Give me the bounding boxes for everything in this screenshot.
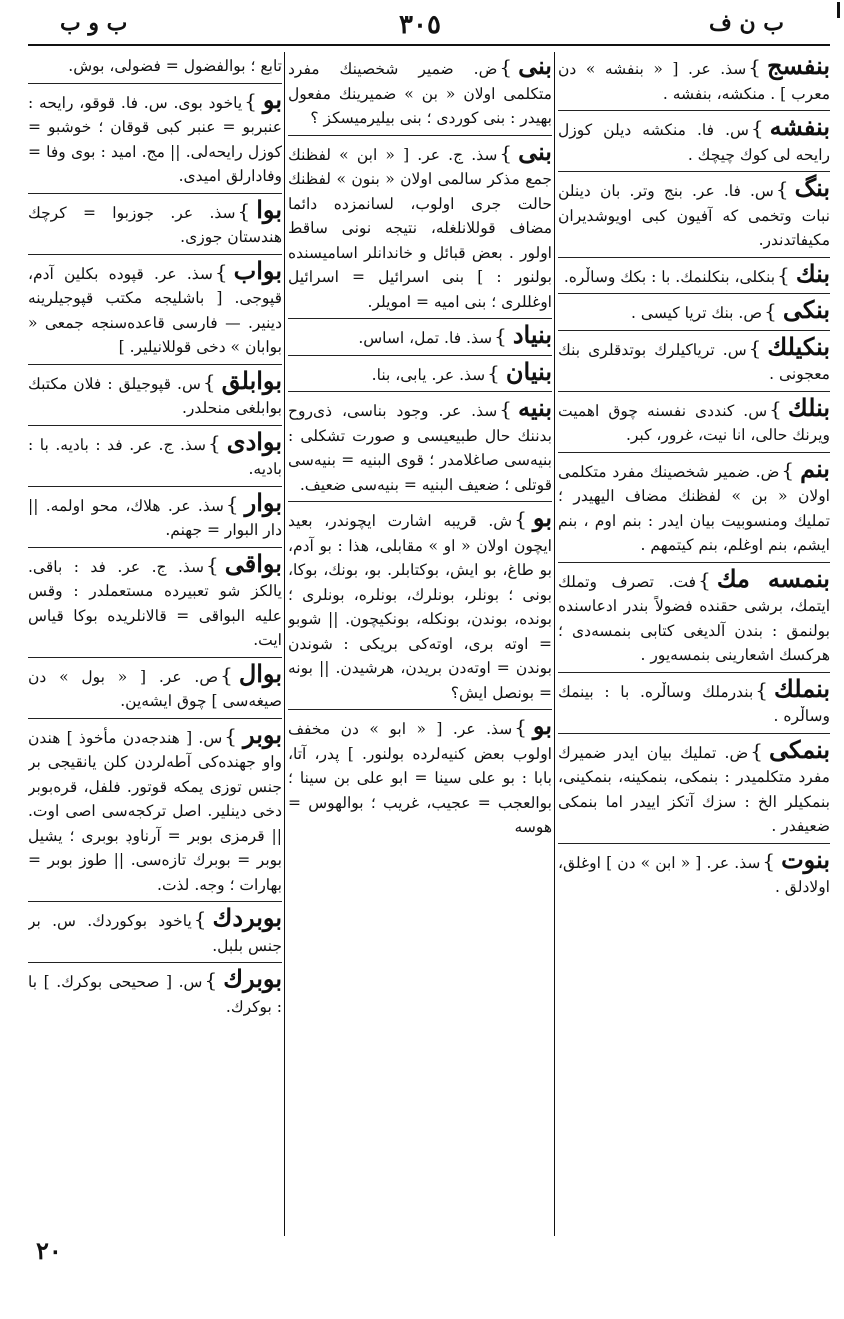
dictionary-entry: [288, 393, 552, 497]
entry-headword: بوبرك: [223, 964, 282, 993]
entry-headword: بنفشه: [769, 112, 830, 141]
dictionary-entry: [288, 503, 552, 705]
dictionary-entry: [288, 136, 552, 315]
dictionary-entry: [288, 711, 552, 840]
entry-definition: سذ. ج. عر. فد : باقى. يالكز شو تعبيرده مستعملدر : وقس عليه البواقى = قالانلريده بوكا قياس ايت.: [28, 557, 282, 649]
entry-headword: بواقى: [224, 548, 282, 578]
entry-separator: [558, 257, 830, 258]
entry-headword: بنك: [795, 258, 830, 288]
dictionary-entry: [28, 426, 282, 482]
entry-separator: [28, 657, 282, 658]
brace-mark: }: [202, 369, 216, 394]
entry-headword: بنفسج: [767, 54, 830, 80]
entry-headword: بو: [532, 711, 552, 740]
entry-separator: [28, 83, 282, 84]
entry-headword: بوا: [256, 194, 282, 224]
brace-mark: }: [214, 259, 228, 284]
signature-number: ٢٠: [36, 1236, 62, 1265]
entry-headword: بنيه: [517, 393, 552, 422]
header-left-letters: ب و ب: [60, 10, 128, 36]
dictionary-entry: [558, 673, 830, 729]
entry-definition: ص. بنك تريا كيسى .: [631, 304, 763, 322]
dictionary-entry: [28, 255, 282, 360]
entry-definition: س. فا. عر. بنج وتر. بان دينلن نبات وتخمى كه آفيون كبى اويوشديران مكيفاتدندر.: [558, 182, 830, 249]
brace-mark: }: [775, 177, 789, 201]
entry-definition: سذ. عر. يابى، بنا.: [371, 365, 486, 384]
dictionary-entry: [28, 964, 282, 1019]
entry-separator: [28, 425, 282, 426]
brace-mark: }: [748, 335, 762, 360]
column-divider: [284, 52, 285, 1236]
entry-definition: س. كنددى نفسنه چوق اهميت ويرنك حالى، انا نيت، غرور، كبر.: [558, 401, 830, 444]
entry-separator: [288, 501, 552, 502]
entry-definition: س. فا. منكشه ديلن كوزل رايحه لى كوك چيچك .: [558, 121, 830, 164]
brace-mark: }: [208, 430, 221, 455]
brace-mark: }: [487, 360, 500, 385]
entry-definition: س. [ هندجه‌دن مأخوذ ] هندن واو جهنده‌كى آطه‌لردن كلن يانقيجى بر جنس توزى يمكه قوتور. فلفل، قره‌بوبر دخى دينلير. اصل تركجه‌سى اصى اوت. || قرمزى بوبر = آرناوڊ بوبرى ؛ يشيل بوبر = بوبرك تازه‌سى. || طوز بوبر = بهارات ؛ وجه. لذت.: [28, 728, 282, 894]
entry-separator: [558, 733, 830, 734]
entry-definition: ض. ضمير شخصينك مفرد متكلمى اولان « بن » ضميرينك مفعول بهيدر : بنى كوردى ؛ بنى بيليرميسكز ؟: [288, 60, 552, 127]
entry-separator: [28, 547, 282, 548]
brace-mark: }: [748, 55, 762, 79]
entry-separator: [28, 193, 282, 194]
entry-definition: س. [ صحيحى بوكرك. ] با : بوكرك.: [28, 973, 282, 1016]
entry-headword: بنمكى: [768, 734, 830, 764]
page-header: [0, 6, 844, 42]
brace-mark: }: [499, 397, 512, 421]
dictionary-entry: [558, 331, 830, 387]
brace-mark: }: [514, 715, 527, 739]
dictionary-entry: [558, 295, 830, 326]
entry-definition: فت. تصرف وتملك ايتمك، برشى حقنده فضولاً بندر ادعاسنده بولنمق : بندن آلديغى كتابى بنمسه‌دى ؛ هركسك اشعارينى بنمسه‌يور .: [558, 572, 830, 664]
dictionary-entry: [28, 903, 282, 958]
entry-headword: بوبر: [243, 719, 282, 749]
brace-mark: }: [698, 567, 711, 592]
dictionary-entry: [28, 658, 282, 714]
entry-separator: [558, 562, 830, 563]
entry-separator: [28, 718, 282, 719]
column-divider: [554, 52, 555, 1236]
brace-mark: }: [750, 116, 764, 140]
header-right-letters: ب ن ف: [709, 10, 784, 36]
header-rule: [28, 44, 830, 46]
dictionary-entry: [558, 54, 830, 106]
brace-mark: }: [781, 457, 795, 482]
brace-mark: }: [225, 491, 239, 516]
entry-definition: ض. ضمير شخصينك مفرد متكلمى اولان « بن » لفظنك مضاف اليهيدر ؛ تمليك ومنسوبيت بيان ايدر : بنم اوم ، بنم ايشم، بنم اوغلم، بنم كيتمهم .: [558, 462, 830, 554]
entry-separator: [558, 171, 830, 172]
entry-separator: [558, 452, 830, 453]
entry-separator: [28, 254, 282, 255]
entry-separator: [558, 110, 830, 111]
entry-definition: بندرملك وساڵره. با : بينمك وساڵره .: [558, 682, 830, 725]
entry-headword: بنمسه مك: [716, 563, 830, 593]
entry-headword: بوادى: [226, 426, 282, 456]
brace-mark: }: [762, 848, 776, 873]
entry-separator: [558, 672, 830, 673]
dictionary-entry: [28, 365, 282, 421]
entry-headword: بوبردك: [212, 903, 282, 932]
entry-headword: بنيان: [505, 356, 552, 386]
entry-definition: سذ. عر. [ « ابن » دن ] اوغلق، اولادلق .: [558, 853, 830, 896]
entry-definition: سذ. فا. تمل، اساس.: [358, 329, 493, 347]
entry-separator: [28, 901, 282, 902]
entry-headword: بوار: [244, 487, 282, 517]
entry-definition: بنكلى، بنكلنمك. با : بكك وساڵره.: [563, 267, 776, 286]
entry-definition: س. ترياكيلرك بوتدقلرى بنك معجونى .: [558, 340, 830, 383]
entry-headword: بنلك: [787, 392, 830, 422]
dictionary-entry: [28, 54, 282, 79]
entry-headword: بنم: [800, 453, 830, 483]
entry-headword: بنكى: [782, 295, 830, 324]
entry-definition: سذ. عر. وجود بناسى، ذى‌روح بدننك حال طبيعيسى و صورت تشكلى : بنيه‌سى صاغلامدر ؛ قوى البنيه = بنيه‌سى قوتلى ؛ ضعيف البنيه = بنيه‌سى ضعيف.: [288, 402, 552, 494]
dictionary-entry: [558, 563, 830, 668]
entry-headword: بنملك: [774, 673, 830, 703]
dictionary-entry: [28, 719, 282, 898]
brace-mark: }: [494, 324, 507, 348]
dictionary-entry: [558, 453, 830, 558]
dictionary-entry: [558, 173, 830, 253]
entry-definition: ص. عر. [ « بول » دن صيغه‌سى ] چوق ايشه‌ين.: [28, 667, 282, 710]
brace-mark: }: [499, 55, 513, 79]
brace-mark: }: [777, 262, 790, 287]
entry-headword: بو: [532, 503, 552, 532]
dictionary-entry: [28, 487, 282, 543]
brace-mark: }: [769, 396, 782, 421]
dictionary-entry: [558, 844, 830, 900]
entry-definition: ش. قريبه اشارت ايچوندر، بعيد ايچون اولان « او » مقابلى، هذا : بو آدم، بو طاغ، بو ايش، بوكتابلر. بو، بونك، بوكا، بونى ؛ بونلر، بونلرك، بونلره، بونلرى ؛ بونده، بوندن، بونكله، بونكيچون. || شوبو = اوته برى، اوته‌كى بريكى : شوندن بوندن = اوته‌دن بريدن، هرشيدن. || بونه = بونصل ايش؟: [288, 512, 552, 702]
entry-definition: سذ. عر. قپوده بكلين آدم، قپوجى. [ باشليجه مكتب قپوجيلرينه دينير. — فارسى قاعده‌سنجه جمعى « بوابان » دخى قوللانيلير. ]: [28, 264, 282, 356]
dictionary-entry: [288, 54, 552, 131]
dictionary-entry: [558, 392, 830, 448]
page-number: ٣٠٥: [399, 10, 441, 40]
entry-definition: سذ. عر. هلاك، محو اولمه. || دار البوار = جهنم.: [28, 496, 282, 539]
entry-definition: سذ. ج. عر. فد : باديه. با : باديه.: [28, 435, 282, 478]
dictionary-entry: [558, 734, 830, 839]
brace-mark: }: [499, 140, 513, 165]
entry-definition: تابع ؛ بوالفضول = فضولى، بوش.: [68, 57, 282, 75]
entry-headword: بوابلق: [221, 365, 282, 395]
brace-mark: }: [206, 552, 219, 577]
entry-definition: سذ. عر. [ « ابو » دن مخفف اولوب بعض كنيه‌لرده بولنور. ] پدر، آتا، بابا : بو على سينا = ابو على بن سينا ؛ بوالعجب = عجيب، غريب ؛ بوالهوس = هوسه: [288, 720, 552, 836]
entry-separator: [288, 355, 552, 356]
entry-headword: بواب: [233, 255, 282, 285]
entry-definition: ياخود بوى. س. فا. قوقو، رايحه : عنبربو = عنبر كبى قوقان ؛ خوشبو = كوزل رايحه‌لى. || مج. اميد : بوى وفا = وفادارلق اميدى.: [28, 93, 282, 185]
entry-separator: [288, 318, 552, 319]
column-middle: [288, 54, 552, 1234]
entry-separator: [28, 962, 282, 963]
entry-separator: [28, 364, 282, 365]
entry-separator: [558, 843, 830, 844]
dictionary-entry: [28, 548, 282, 653]
brace-mark: }: [224, 723, 237, 748]
entry-separator: [28, 486, 282, 487]
entry-headword: بنوت: [781, 844, 830, 874]
brace-mark: }: [193, 907, 207, 931]
dictionary-entry: [558, 258, 830, 290]
entry-separator: [288, 135, 552, 136]
entry-separator: [558, 330, 830, 331]
entry-definition: سذ. عر. [ « بنفشه » دن معرب ] . منكشه، بنفشه .: [558, 60, 830, 103]
entry-headword: بنكيلك: [767, 331, 830, 361]
brace-mark: }: [764, 299, 777, 323]
entry-definition: سذ. عر. جوزبوا = كرچك هندستان جوزى.: [28, 203, 282, 246]
entry-separator: [558, 293, 830, 294]
entry-separator: [288, 391, 552, 392]
entry-headword: بوال: [238, 658, 282, 688]
entry-headword: بو: [262, 84, 282, 114]
brace-mark: }: [755, 677, 769, 702]
entry-definition: ياخود بوكوردك. س. بر جنس بلبل.: [28, 912, 282, 955]
brace-mark: }: [750, 738, 763, 763]
entry-separator: [558, 391, 830, 392]
entry-separator: [288, 709, 552, 710]
entry-definition: سذ. ج. عر. [ « ابن » لفظنك جمع مذكر سالمى اولان « بنون » لفظنك حالت جرى اولوب، لسانمزده دائما مضاف قوللانلغله، نتيجه نونى ساقط اولور . بعض قبائل و خاندانلر اساميسنده بولنور : ] بنى اسرائيل = اسرائيل اوغللرى ؛ بنى اميه = امويلر.: [288, 145, 552, 311]
dictionary-entry: [288, 320, 552, 351]
entry-headword: بنى: [518, 136, 552, 166]
entry-definition: س. قپوجيلق : فلان مكتبك بوابلغى منحلدر.: [28, 374, 282, 417]
column-left: [28, 54, 282, 1234]
entry-headword: بنى: [518, 54, 552, 80]
entry-definition: ض. تمليك بيان ايدر ضميرك مفرد متكلميدر : بنمكى، بنمكينه، بنمكينى، بنمكيلر الخ : سزك آتكز اييدر اما بنمكى ضعيفدر .: [558, 743, 830, 835]
brace-mark: }: [204, 968, 218, 992]
column-right: [558, 54, 830, 1234]
brace-mark: }: [237, 198, 251, 223]
dictionary-entry: [288, 356, 552, 388]
entry-headword: بنگ: [794, 173, 830, 202]
dictionary-entry: [28, 194, 282, 250]
entry-headword: بنياد: [512, 320, 552, 349]
brace-mark: }: [244, 88, 257, 113]
dictionary-entry: [558, 112, 830, 167]
brace-mark: }: [514, 507, 527, 531]
dictionary-entry: [28, 84, 282, 189]
brace-mark: }: [220, 662, 233, 687]
